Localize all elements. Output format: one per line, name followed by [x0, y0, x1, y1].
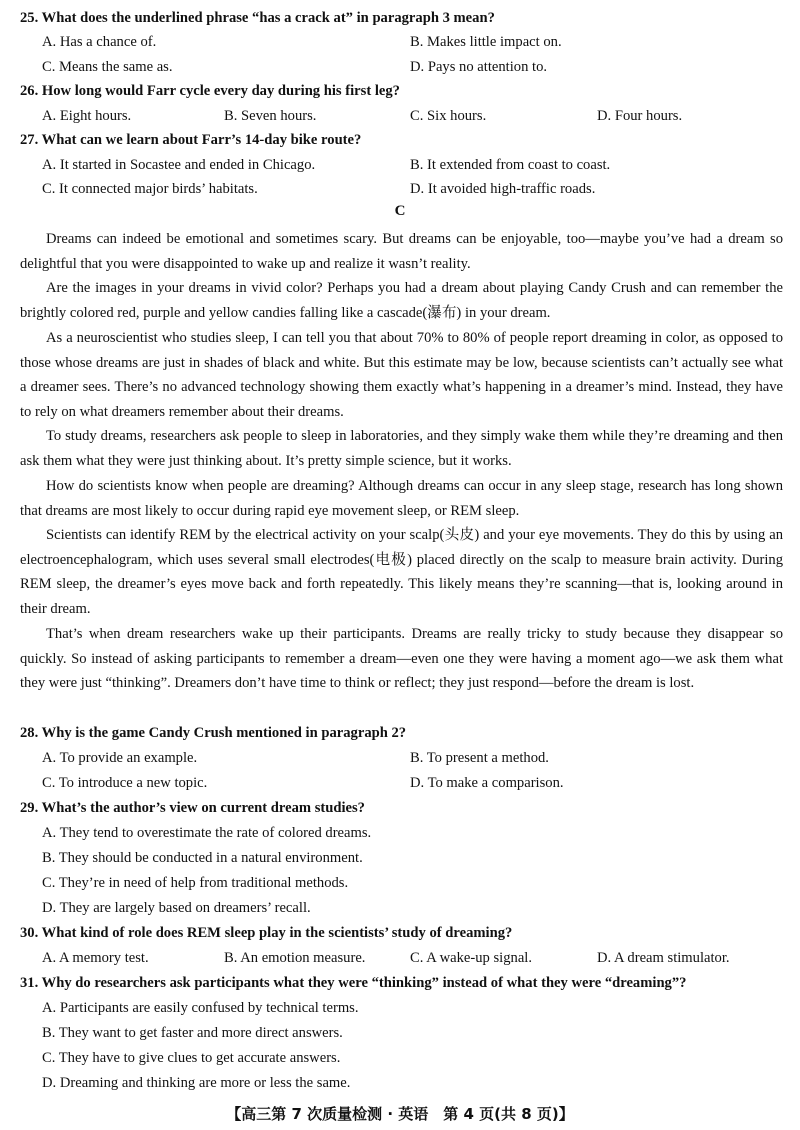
q30-option-c: C. A wake-up signal.	[410, 950, 533, 966]
q26-option-d: D. Four hours.	[597, 108, 683, 124]
passage-paragraph-1: Dreams can indeed be emotional and sometimes scary. But dreams can be enjoyable, too—maybe you’ve had a dream so delightful that you were disappointed to wake up and realize it wasn’t reality.	[20, 231, 783, 272]
q31-option-a: A. Participants are easily confused by technical terms.	[42, 1000, 359, 1016]
passage-paragraph-2: Are the images in your dreams in vivid color? Perhaps you had a dream about playing Candy Crush and can remember the brightly colored red, purple and yellow candies falling like a cascade(瀑布) in your dream.	[20, 280, 783, 321]
question-27-stem: 27. What can we learn about Farr’s 14-day bike route?	[20, 132, 362, 148]
passage-paragraph-4: To study dreams, researchers ask people to sleep in laboratories, and they simply wake them while they’re dreaming and then ask them what they were just thinking about. It’s pretty simple science, but it works.	[20, 428, 783, 469]
q25-option-b: B. Makes little impact on.	[410, 34, 562, 50]
passage-paragraph-6: Scientists can identify REM by the electrical activity on your scalp(头皮) and your eye movements. They do this by using an electroencephalogram, which uses several small electrodes(电极) placed directly on the scalp to measure brain activity. During REM sleep, the dreamer’s eyes move back and forth repeatedly. This likely means they’re scanning—that is, looking around in their dream.	[20, 527, 783, 617]
q26-option-a: A. Eight hours.	[42, 108, 132, 124]
q25-option-c: C. Means the same as.	[42, 59, 173, 75]
passage-paragraph-7: That’s when dream researchers wake up their participants. Dreams are really tricky to study because they disappear so quickly. So instead of asking participants to remember a dream—even one they were having a moment ago—we ask them what they were just “thinking”. Dreamers don’t have time to think or reflect; they just respond—before the dream is lost.	[20, 626, 783, 692]
page-footer: 【高三第 7 次质量检测 · 英语 第 4 页(共 8 页)】	[226, 1105, 574, 1123]
passage-paragraph-5: How do scientists know when people are dreaming? Although dreams can occur in any sleep stage, research has long shown that dreams are most likely to occur during rapid eye movement sleep, or REM sleep.	[20, 478, 783, 519]
question-28-stem: 28. Why is the game Candy Crush mentioned in paragraph 2?	[20, 725, 407, 741]
q31-option-b: B. They want to get faster and more direct answers.	[42, 1025, 343, 1041]
q27-option-a: A. It started in Socastee and ended in Chicago.	[42, 157, 316, 173]
q26-option-c: C. Six hours.	[410, 108, 487, 124]
q31-option-d: D. Dreaming and thinking are more or less the same.	[42, 1075, 351, 1091]
q29-option-b: B. They should be conducted in a natural environment.	[42, 850, 363, 866]
q28-option-a: A. To provide an example.	[42, 750, 198, 766]
q25-option-d: D. Pays no attention to.	[410, 59, 548, 75]
question-30-stem: 30. What kind of role does REM sleep play in the scientists’ study of dreaming?	[20, 925, 513, 941]
q30-option-b: B. An emotion measure.	[224, 950, 366, 966]
question-31-stem: 31. Why do researchers ask participants what they were “thinking” instead of what they were “dreaming”?	[20, 975, 687, 991]
q29-option-c: C. They’re in need of help from traditional methods.	[42, 875, 349, 891]
q30-option-d: D. A dream stimulator.	[597, 950, 730, 966]
question-26-stem: 26. How long would Farr cycle every day during his first leg?	[20, 83, 400, 99]
q28-option-d: D. To make a comparison.	[410, 775, 564, 791]
question-25-stem: 25. What does the underlined phrase “has a crack at” in paragraph 3 mean?	[20, 10, 495, 26]
question-29-stem: 29. What’s the author’s view on current dream studies?	[20, 800, 365, 816]
q30-option-a: A. A memory test.	[42, 950, 149, 966]
q27-option-c: C. It connected major birds’ habitats.	[42, 181, 258, 197]
q29-option-a: A. They tend to overestimate the rate of colored dreams.	[42, 825, 372, 841]
q31-option-c: C. They have to give clues to get accurate answers.	[42, 1050, 341, 1066]
q27-option-d: D. It avoided high-traffic roads.	[410, 181, 596, 197]
q25-option-a: A. Has a chance of.	[42, 34, 157, 50]
passage-paragraph-3: As a neuroscientist who studies sleep, I can tell you that about 70% to 80% of people report dreaming in color, as opposed to those whose dreams are just in shades of black and white. But this estimate may be low, because scientists can’t actually see what a dreamer sees. There’s no advanced technology showing them exactly what’s happening in a dreamer’s mind. Instead, they have to rely on what dreamers remember about their dreams.	[20, 330, 783, 420]
q29-option-d: D. They are largely based on dreamers’ recall.	[42, 900, 311, 916]
q28-option-c: C. To introduce a new topic.	[42, 775, 208, 791]
q28-option-b: B. To present a method.	[410, 750, 549, 766]
q27-option-b: B. It extended from coast to coast.	[410, 157, 611, 173]
section-c-title: C	[394, 203, 406, 219]
q26-option-b: B. Seven hours.	[224, 108, 317, 124]
